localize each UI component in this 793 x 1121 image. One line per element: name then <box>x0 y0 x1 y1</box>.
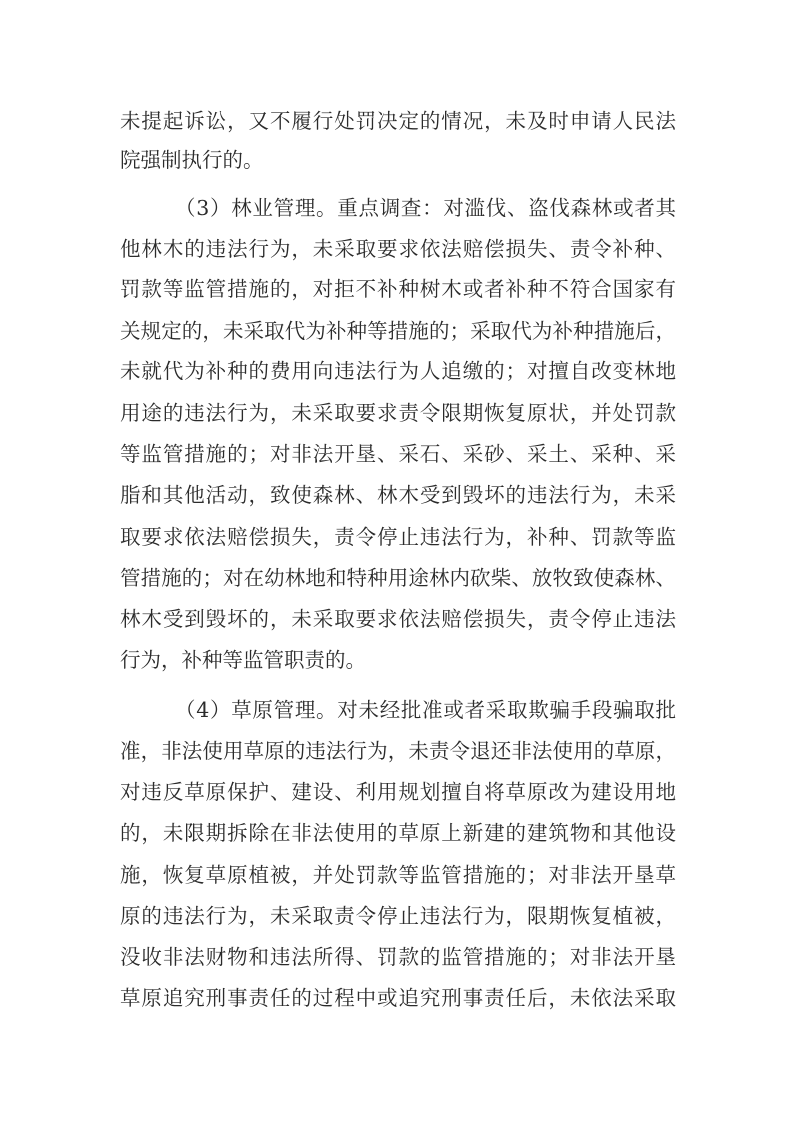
section-heading-line: （4）草原管理。对未经批准或者采取欺骗手段骗取批 <box>175 698 676 722</box>
text-line: 没收非法财物和违法所得、罚款的监管措施的；对非法开垦 <box>120 945 676 969</box>
text-line: 施，恢复草原植被，并处罚款等监管措施的；对非法开垦草 <box>120 863 676 887</box>
text-line: 等监管措施的；对非法开垦、采石、采砂、采土、采种、采 <box>120 442 676 466</box>
text-line: 罚款等监管措施的，对拒不补种树木或者补种不符合国家有 <box>120 277 676 301</box>
text-line: 准，非法使用草原的违法行为，未责令退还非法使用的草原， <box>120 739 676 763</box>
section-heading-line: （3）林业管理。重点调查：对滥伐、盗伐森林或者其 <box>175 196 676 220</box>
text-line: 行为，补种等监管职责的。 <box>120 648 366 672</box>
text-line: 他林木的违法行为，未采取要求依法赔偿损失、责令补种、 <box>120 237 676 261</box>
text-line: 林木受到毁坏的，未采取要求依法赔偿损失，责令停止违法 <box>120 607 676 631</box>
text-line: 未就代为补种的费用向违法行为人追缴的；对擅自改变林地 <box>120 359 676 383</box>
text-line: 院强制执行的。 <box>120 148 264 172</box>
text-line: 草原追究刑事责任的过程中或追究刑事责任后，未依法采取 <box>120 986 676 1010</box>
text-line: 关规定的，未采取代为补种等措施的；采取代为补种措施后， <box>120 319 676 343</box>
text-line: 原的违法行为，未采取责令停止违法行为，限期恢复植被， <box>120 904 676 928</box>
text-line: 管措施的；对在幼林地和特种用途林内砍柴、放牧致使森林、 <box>120 566 676 590</box>
text-line: 对违反草原保护、建设、利用规划擅自将草原改为建设用地 <box>120 780 676 804</box>
text-line: 用途的违法行为，未采取要求责令限期恢复原状，并处罚款 <box>120 401 676 425</box>
text-line: 脂和其他活动，致使森林、林木受到毁坏的违法行为，未采 <box>120 483 676 507</box>
text-line: 未提起诉讼，又不履行处罚决定的情况，未及时申请人民法 <box>120 109 676 133</box>
text-line: 的，未限期拆除在非法使用的草原上新建的建筑物和其他设 <box>120 821 676 845</box>
text-line: 取要求依法赔偿损失，责令停止违法行为，补种、罚款等监 <box>120 525 676 549</box>
